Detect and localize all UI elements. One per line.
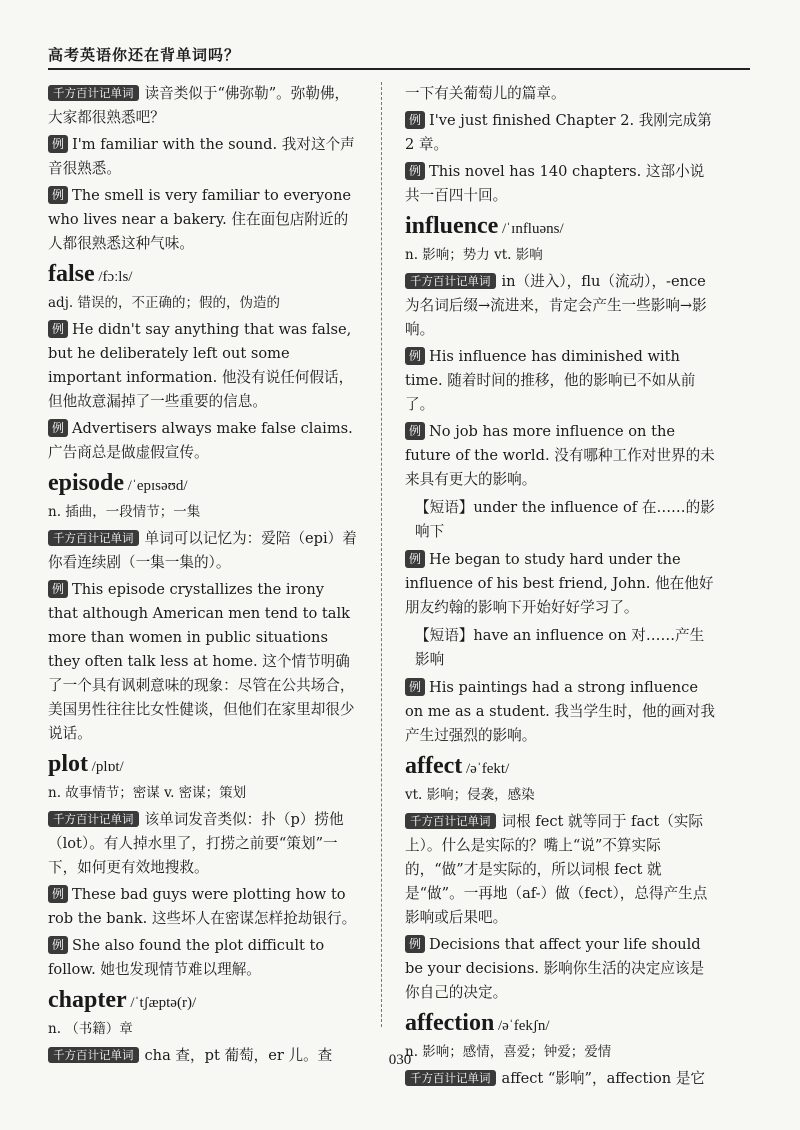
example-text: No job has more influence on the future of the world. 没有哪种工作对世界的未来具有更大的影响。 (405, 423, 715, 488)
example-icon: 例 (48, 186, 68, 204)
example-text: I've just finished Chapter 2. 我刚完成第 2 章。 (405, 112, 712, 153)
phonetic: /plɒt/ (91, 759, 124, 775)
example-paragraph (405, 933, 717, 1005)
example-text: He began to study hard under the influence of his best friend, John. 他在他好朋友约翰的影响下开始好好学习了。 (405, 551, 714, 616)
tip-tag: 千方百计记单词 (405, 813, 496, 829)
example-text: His paintings had a strong influence on me as a student. 我当学生时，他的画对我产生过强烈的影响。 (405, 679, 715, 744)
example-paragraph (48, 578, 358, 746)
tip-continuation: 一下有关葡萄儿的篇章。 (405, 85, 566, 102)
example-paragraph (405, 676, 717, 748)
tip-paragraph (405, 810, 717, 930)
example-text: The smell is very familiar to everyone who lives near a bakery. 住在面包店附近的人都很熟悉这种气味。 (48, 187, 351, 252)
example-icon: 例 (405, 422, 425, 440)
left-column (48, 82, 358, 1071)
example-paragraph (405, 109, 717, 157)
example-paragraph (48, 184, 358, 256)
phrase-line (405, 496, 717, 544)
headword: episode (48, 470, 125, 496)
example-text: I'm familiar with the sound. 我对这个声音很熟悉。 (48, 136, 355, 177)
example-text: She also found the plot difficult to follow. 她也发现情节难以理解。 (48, 937, 325, 978)
tip-paragraph (48, 808, 358, 880)
example-text: His influence has diminished with time. 随着时间的推移，他的影响已不如从前了。 (405, 348, 696, 413)
tip-text: 该单词发音类似：扑（p）捞他（lot）。有人掉水里了，打捞之前要“策划”一下，如何更有效地搜救。 (48, 811, 344, 876)
example-paragraph (405, 420, 717, 492)
tip-paragraph (405, 1067, 717, 1091)
tip-tag: 千方百计记单词 (48, 1047, 139, 1063)
tip-text: 读音类似于“佛弥勒”。弥勒佛，大家都很熟悉吧？ (48, 85, 350, 126)
example-paragraph (405, 160, 717, 208)
phonetic: /ˈepɪsəʊd/ (127, 478, 188, 494)
page-number: 030 (388, 1052, 412, 1068)
definition: vt. 影响；侵袭，感染 (405, 787, 535, 803)
entry-headword-affection (405, 1011, 717, 1038)
entry-headword-influence (405, 214, 717, 241)
example-icon: 例 (48, 885, 68, 903)
phonetic: /ˈɪnfluəns/ (501, 221, 564, 237)
page-header: 高考英语你还在背单词吗？ (48, 46, 241, 64)
phonetic: /fɔːls/ (98, 269, 133, 285)
headword: plot (48, 751, 89, 777)
example-icon: 例 (48, 419, 68, 437)
definition: adj. 错误的，不正确的；假的，伪造的 (48, 295, 280, 311)
entry-headword-chapter (48, 988, 358, 1015)
phrase-en: under the influence of (473, 499, 638, 516)
right-column (405, 82, 717, 1094)
tip-text: cha 查，pt 葡萄，er 儿。查 (144, 1047, 333, 1064)
headword: false (48, 261, 95, 287)
header-rule (48, 68, 750, 70)
example-text: He didn't say anything that was false, but he deliberately left out some important information. 他没有说任何假话，但他故意漏掉了一些重要的信息。 (48, 321, 354, 410)
example-icon: 例 (48, 135, 68, 153)
tip-tag: 千方百计记单词 (48, 811, 139, 827)
example-icon: 例 (405, 550, 425, 568)
example-text: Decisions that affect your life should be your decisions. 影响你生活的决定应该是你自己的决定。 (405, 936, 705, 1001)
tip-paragraph (48, 82, 358, 130)
example-paragraph (48, 883, 358, 931)
definition: n. 故事情节；密谋 v. 密谋；策划 (48, 785, 247, 801)
example-text: These bad guys were plotting how to rob the bank. 这些坏人在密谋怎样抢劫银行。 (48, 886, 357, 927)
example-icon: 例 (48, 936, 68, 954)
phrase-cn: 对……产生影响 (415, 627, 705, 668)
tip-text: affect “影响”，affection 是它 (501, 1070, 706, 1087)
example-paragraph (405, 345, 717, 417)
example-icon: 例 (405, 111, 425, 129)
entry-headword-episode (48, 471, 358, 498)
phrase-tag: 【短语】 (415, 627, 474, 644)
tip-tag: 千方百计记单词 (405, 273, 496, 289)
entry-headword-affect (405, 754, 717, 781)
entry-headword-plot (48, 752, 358, 779)
tip-text: 单词可以记忆为：爱陪（epi）着你看连续剧（一集一集的）。 (48, 530, 357, 571)
example-icon: 例 (48, 320, 68, 338)
example-icon: 例 (405, 347, 425, 365)
phonetic: /əˈfekt/ (465, 761, 510, 777)
example-paragraph (48, 934, 358, 982)
example-text: Advertisers always make false claims. 广告商总是做虚假宣传。 (48, 420, 353, 461)
phonetic: /əˈfekʃn/ (497, 1018, 550, 1034)
phrase-cn: 在……的影响下 (415, 499, 715, 540)
phrase-tag: 【短语】 (415, 499, 474, 516)
headword: influence (405, 213, 499, 239)
example-paragraph (48, 417, 358, 465)
tip-paragraph (48, 527, 358, 575)
column-divider (381, 82, 382, 1027)
tip-text: in（进入），flu（流动），-ence 为名词后缀→流进来，肯定会产生一些影响→影响。 (405, 273, 707, 338)
definition: n. 影响；势力 vt. 影响 (405, 247, 543, 263)
phrase-line (405, 624, 717, 672)
example-icon: 例 (48, 580, 68, 598)
definition: n. 影响；感情，喜爱；钟爱；爱情 (405, 1044, 612, 1060)
entry-headword-false (48, 262, 358, 289)
tip-paragraph (405, 270, 717, 342)
tip-tag: 千方百计记单词 (48, 85, 139, 101)
tip-tag: 千方百计记单词 (48, 530, 139, 546)
example-icon: 例 (405, 935, 425, 953)
example-paragraph (48, 133, 358, 181)
definition: n. （书籍）章 (48, 1021, 133, 1037)
example-paragraph (405, 548, 717, 620)
tip-tag: 千方百计记单词 (405, 1070, 496, 1086)
example-icon: 例 (405, 162, 425, 180)
example-paragraph (48, 318, 358, 414)
headword: affect (405, 753, 463, 779)
phrase-en: have an influence on (473, 627, 627, 644)
definition: n. 插曲，一段情节；一集 (48, 504, 201, 520)
phonetic: /ˈtʃæptə(r)/ (130, 995, 197, 1011)
example-icon: 例 (405, 678, 425, 696)
headword: chapter (48, 987, 127, 1013)
headword: affection (405, 1010, 495, 1036)
example-text: This novel has 140 chapters. 这部小说共一百四十回。 (405, 163, 705, 204)
tip-text: 词根 fect 就等同于 fact（实际上）。什么是实际的？嘴上“说”不算实际的，“做”才是实际的，所以词根 fect 就是“做”。一再地（af-）做（fect），总得产生点影响或后果吧。 (405, 813, 708, 926)
example-text: This episode crystallizes the irony that although American men tend to talk more than women in public situations they often talk less at home. 这个情节明确了一个具有讽刺意味的现象：尽管在公共场合，美国男性往往比女性健谈，但他们在家里却很少说话。 (48, 581, 355, 742)
